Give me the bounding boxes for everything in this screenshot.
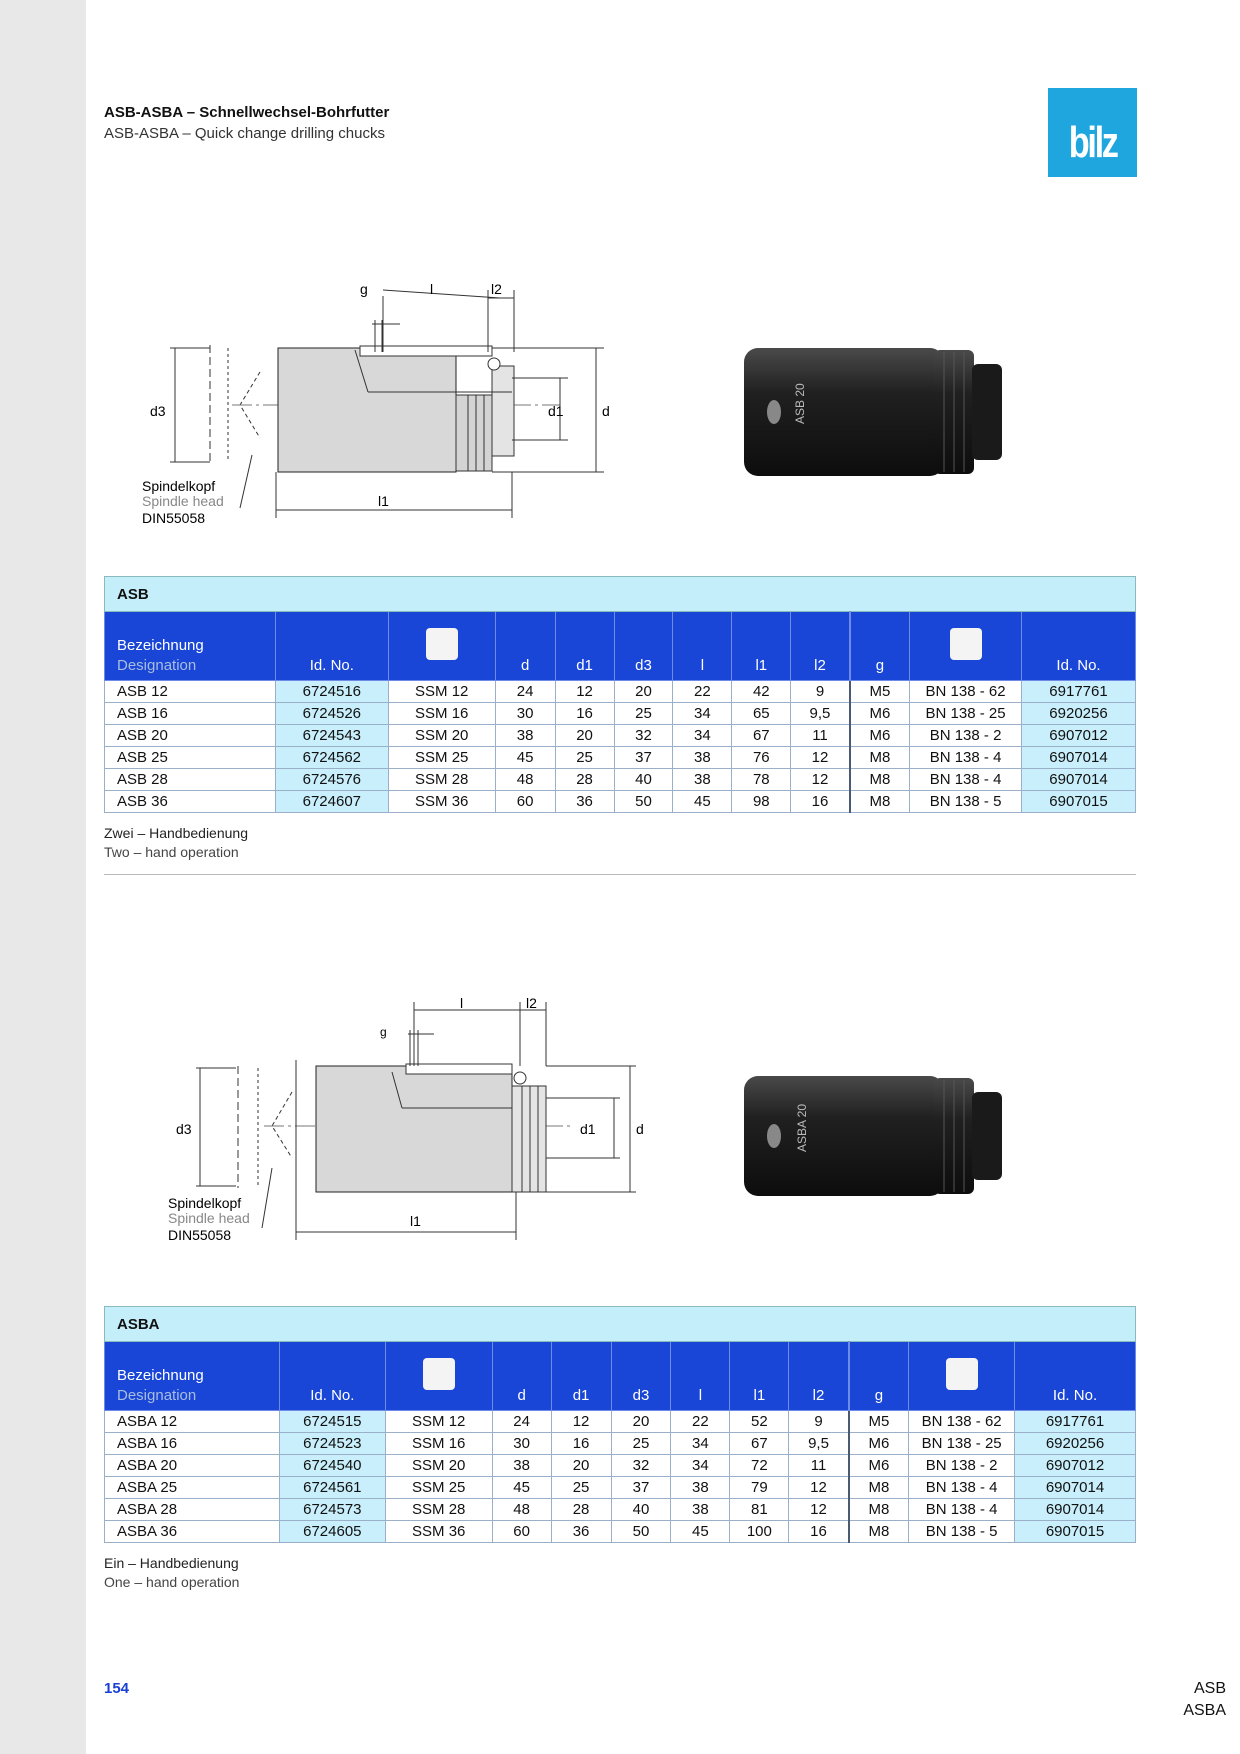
cell-l2: 16	[789, 1521, 849, 1543]
cell-g: M8	[849, 1477, 909, 1499]
cell-id2: 6907014	[1015, 1477, 1136, 1499]
cell-g: M6	[850, 725, 910, 747]
table-row	[105, 1411, 1136, 1433]
cell-l1: 98	[732, 791, 791, 813]
cell-d1: 28	[555, 769, 614, 791]
cell-id2: 6920256	[1022, 703, 1136, 725]
cell-d: 45	[495, 747, 555, 769]
cell-d1: 20	[555, 725, 614, 747]
cell-d: 48	[492, 1499, 551, 1521]
designation-header: Bezeichnung Designation	[105, 612, 276, 681]
cell-d: 60	[495, 791, 555, 813]
cell-des: ASBA 20	[105, 1455, 280, 1477]
cell-bn: BN 138 - 25	[910, 703, 1022, 725]
cell-ssm: SSM 20	[385, 1455, 492, 1477]
side-label-asb: ASB	[1193, 1680, 1226, 1697]
cell-l: 38	[673, 769, 732, 791]
cell-g: M5	[849, 1411, 909, 1433]
cell-bn: BN 138 - 2	[909, 1455, 1015, 1477]
g-header: g	[849, 1342, 909, 1411]
cell-g: M8	[850, 791, 910, 813]
cell-d1: 16	[555, 703, 614, 725]
table-row	[105, 1455, 1136, 1477]
screw-icon	[909, 1342, 1015, 1411]
cell-d: 24	[492, 1411, 551, 1433]
cell-id2: 6907015	[1022, 791, 1136, 813]
cell-id2: 6907014	[1015, 1499, 1136, 1521]
cell-g: M5	[850, 681, 910, 703]
asb-technical-drawing	[140, 276, 620, 526]
l2-header: l2	[791, 612, 850, 681]
cell-l1: 65	[732, 703, 791, 725]
spindle-label-en: Spindle head	[168, 1210, 250, 1226]
cell-d1: 12	[555, 681, 614, 703]
cell-id: 6724605	[279, 1521, 385, 1543]
cell-d3: 25	[611, 1433, 671, 1455]
asba-product-photo	[744, 1074, 1020, 1198]
cell-d3: 40	[614, 769, 673, 791]
cell-l: 34	[671, 1433, 730, 1455]
screw-icon	[910, 612, 1022, 681]
cell-ssm: SSM 16	[385, 1433, 492, 1455]
cell-l: 34	[673, 725, 732, 747]
cell-l2: 9,5	[789, 1433, 849, 1455]
id2-header: Id. No.	[1015, 1342, 1136, 1411]
cell-d3: 37	[614, 747, 673, 769]
cell-d1: 16	[551, 1433, 611, 1455]
asba-section-title: ASBA	[105, 1307, 1136, 1342]
table-row	[105, 769, 1136, 791]
cell-g: M8	[849, 1521, 909, 1543]
designation-header: Bezeichnung Designation	[105, 1342, 280, 1411]
cell-l1: 67	[732, 725, 791, 747]
dim-label-d1: d1	[548, 403, 564, 419]
cell-d3: 40	[611, 1499, 671, 1521]
cell-l2: 9	[791, 681, 850, 703]
cell-d: 38	[495, 725, 555, 747]
cell-id: 6724543	[275, 725, 388, 747]
cell-id2: 6907014	[1022, 769, 1136, 791]
cell-l1: 52	[730, 1411, 789, 1433]
spindle-label-din: DIN55058	[168, 1227, 232, 1240]
cell-d: 60	[492, 1521, 551, 1543]
spindle-label-de: Spindelkopf	[142, 478, 216, 494]
cell-d: 45	[492, 1477, 551, 1499]
dim-label-l: l	[430, 281, 434, 297]
cell-l: 45	[673, 791, 732, 813]
cell-g: M8	[850, 747, 910, 769]
cell-l2: 12	[791, 769, 850, 791]
cell-l2: 9	[789, 1411, 849, 1433]
cell-ssm: SSM 16	[388, 703, 495, 725]
cell-id: 6724515	[279, 1411, 385, 1433]
cell-g: M6	[850, 703, 910, 725]
cell-id2: 6907012	[1015, 1455, 1136, 1477]
table-row	[105, 681, 1136, 703]
cell-l1: 79	[730, 1477, 789, 1499]
cell-ssm: SSM 28	[388, 769, 495, 791]
cell-l: 38	[673, 747, 732, 769]
cell-d3: 32	[611, 1455, 671, 1477]
cell-g: M8	[849, 1499, 909, 1521]
cell-l: 45	[671, 1521, 730, 1543]
cell-des: ASBA 12	[105, 1411, 280, 1433]
cell-id: 6724523	[279, 1433, 385, 1455]
cell-l: 34	[671, 1455, 730, 1477]
cell-d1: 36	[551, 1521, 611, 1543]
cell-d3: 20	[614, 681, 673, 703]
cell-id: 6724516	[275, 681, 388, 703]
cell-d3: 25	[614, 703, 673, 725]
cell-d: 48	[495, 769, 555, 791]
cell-des: ASBA 36	[105, 1521, 280, 1543]
cell-d3: 37	[611, 1477, 671, 1499]
cell-g: M8	[850, 769, 910, 791]
cell-id2: 6907015	[1015, 1521, 1136, 1543]
cell-bn: BN 138 - 4	[910, 747, 1022, 769]
asba-note: Ein – Handbedienung One – hand operation	[104, 1555, 240, 1590]
dim-label-l2: l2	[491, 281, 502, 297]
cell-l2: 11	[791, 725, 850, 747]
cell-des: ASBA 16	[105, 1433, 280, 1455]
cell-l: 22	[671, 1411, 730, 1433]
d3-header: d3	[611, 1342, 671, 1411]
cell-bn: BN 138 - 62	[909, 1411, 1015, 1433]
page-title-en: ASB-ASBA – Quick change drilling chucks	[104, 125, 385, 142]
cell-id: 6724562	[275, 747, 388, 769]
cell-bn: BN 138 - 25	[909, 1433, 1015, 1455]
shank-icon	[385, 1342, 492, 1411]
l2-header: l2	[789, 1342, 849, 1411]
dim-label-l: l	[460, 995, 464, 1011]
cell-d3: 50	[611, 1521, 671, 1543]
dim-label-l2: l2	[526, 995, 537, 1011]
cell-l1: 100	[730, 1521, 789, 1543]
photo-engraving: ASB 20	[793, 383, 807, 424]
cell-l1: 78	[732, 769, 791, 791]
asb-product-photo	[744, 344, 1020, 480]
d1-header: d1	[555, 612, 614, 681]
cell-des: ASBA 25	[105, 1477, 280, 1499]
shank-icon	[388, 612, 495, 681]
cell-des: ASB 36	[105, 791, 276, 813]
l-header: l	[671, 1342, 730, 1411]
cell-bn: BN 138 - 62	[910, 681, 1022, 703]
cell-des: ASB 20	[105, 725, 276, 747]
cell-bn: BN 138 - 4	[909, 1499, 1015, 1521]
cell-d3: 20	[611, 1411, 671, 1433]
cell-l1: 81	[730, 1499, 789, 1521]
section-divider	[104, 874, 1136, 875]
dim-label-g: g	[380, 1025, 387, 1039]
cell-d3: 50	[614, 791, 673, 813]
table-row	[105, 791, 1136, 813]
cell-l1: 42	[732, 681, 791, 703]
asba-technical-drawing	[160, 990, 650, 1240]
sidebar-strip	[0, 0, 86, 1754]
dim-label-d: d	[636, 1121, 644, 1137]
cell-ssm: SSM 25	[385, 1477, 492, 1499]
bilz-logo: bilz	[1048, 88, 1137, 177]
cell-l: 38	[671, 1499, 730, 1521]
cell-des: ASB 25	[105, 747, 276, 769]
cell-des: ASB 12	[105, 681, 276, 703]
cell-g: M6	[849, 1433, 909, 1455]
cell-ssm: SSM 20	[388, 725, 495, 747]
asb-section-title: ASB	[105, 577, 1136, 612]
spindle-label-de: Spindelkopf	[168, 1195, 242, 1211]
cell-d1: 12	[551, 1411, 611, 1433]
id2-header: Id. No.	[1022, 612, 1136, 681]
cell-id: 6724561	[279, 1477, 385, 1499]
cell-bn: BN 138 - 2	[910, 725, 1022, 747]
cell-d3: 32	[614, 725, 673, 747]
asb-table	[104, 576, 1136, 813]
cell-d: 30	[495, 703, 555, 725]
photo-engraving: ASBA 20	[795, 1103, 809, 1152]
id-header: Id. No.	[279, 1342, 385, 1411]
spindle-label-en: Spindle head	[142, 493, 224, 509]
cell-ssm: SSM 36	[388, 791, 495, 813]
side-label-asba: ASBA	[1183, 1702, 1226, 1719]
cell-bn: BN 138 - 5	[909, 1521, 1015, 1543]
dim-label-d1: d1	[580, 1121, 596, 1137]
d3-header: d3	[614, 612, 673, 681]
cell-id2: 6907012	[1022, 725, 1136, 747]
cell-ssm: SSM 12	[388, 681, 495, 703]
cell-l: 22	[673, 681, 732, 703]
cell-l2: 9,5	[791, 703, 850, 725]
cell-l1: 76	[732, 747, 791, 769]
table-row	[105, 1477, 1136, 1499]
cell-ssm: SSM 12	[385, 1411, 492, 1433]
d-header: d	[492, 1342, 551, 1411]
cell-l: 34	[673, 703, 732, 725]
cell-id2: 6907014	[1022, 747, 1136, 769]
table-row	[105, 747, 1136, 769]
id-header: Id. No.	[275, 612, 388, 681]
l1-header: l1	[730, 1342, 789, 1411]
cell-l2: 12	[789, 1499, 849, 1521]
dim-label-g: g	[360, 281, 368, 297]
cell-ssm: SSM 36	[385, 1521, 492, 1543]
page-number: 154	[104, 1680, 130, 1697]
dim-label-l1: l1	[378, 493, 389, 509]
d-header: d	[495, 612, 555, 681]
cell-l2: 16	[791, 791, 850, 813]
cell-l2: 12	[789, 1477, 849, 1499]
cell-bn: BN 138 - 4	[909, 1477, 1015, 1499]
cell-d: 38	[492, 1455, 551, 1477]
cell-d: 30	[492, 1433, 551, 1455]
cell-id: 6724607	[275, 791, 388, 813]
table-row	[105, 1521, 1136, 1543]
cell-des: ASB 28	[105, 769, 276, 791]
dim-label-d: d	[602, 403, 610, 419]
cell-id2: 6917761	[1022, 681, 1136, 703]
dim-label-d3: d3	[176, 1121, 192, 1137]
g-header: g	[850, 612, 910, 681]
cell-l1: 72	[730, 1455, 789, 1477]
cell-id2: 6920256	[1015, 1433, 1136, 1455]
cell-des: ASBA 28	[105, 1499, 280, 1521]
l1-header: l1	[732, 612, 791, 681]
cell-l: 38	[671, 1477, 730, 1499]
cell-ssm: SSM 28	[385, 1499, 492, 1521]
cell-d1: 25	[551, 1477, 611, 1499]
cell-d1: 20	[551, 1455, 611, 1477]
asba-table	[104, 1306, 1136, 1543]
l-header: l	[673, 612, 732, 681]
cell-g: M6	[849, 1455, 909, 1477]
table-row	[105, 703, 1136, 725]
dim-label-d3: d3	[150, 403, 166, 419]
spindle-label-din: DIN55058	[142, 510, 206, 526]
dim-label-l1: l1	[410, 1213, 421, 1229]
cell-id: 6724576	[275, 769, 388, 791]
table-row	[105, 1499, 1136, 1521]
cell-id: 6724526	[275, 703, 388, 725]
cell-l2: 12	[791, 747, 850, 769]
cell-bn: BN 138 - 5	[910, 791, 1022, 813]
asb-note: Zwei – Handbedienung Two – hand operation	[104, 825, 248, 860]
cell-des: ASB 16	[105, 703, 276, 725]
cell-d: 24	[495, 681, 555, 703]
cell-bn: BN 138 - 4	[910, 769, 1022, 791]
cell-d1: 28	[551, 1499, 611, 1521]
cell-d1: 25	[555, 747, 614, 769]
table-row	[105, 725, 1136, 747]
cell-d1: 36	[555, 791, 614, 813]
d1-header: d1	[551, 1342, 611, 1411]
cell-l1: 67	[730, 1433, 789, 1455]
cell-id2: 6917761	[1015, 1411, 1136, 1433]
cell-id: 6724573	[279, 1499, 385, 1521]
table-row	[105, 1433, 1136, 1455]
cell-ssm: SSM 25	[388, 747, 495, 769]
cell-id: 6724540	[279, 1455, 385, 1477]
page-title-de: ASB-ASBA – Schnellwechsel-Bohrfutter	[104, 104, 390, 121]
cell-l2: 11	[789, 1455, 849, 1477]
